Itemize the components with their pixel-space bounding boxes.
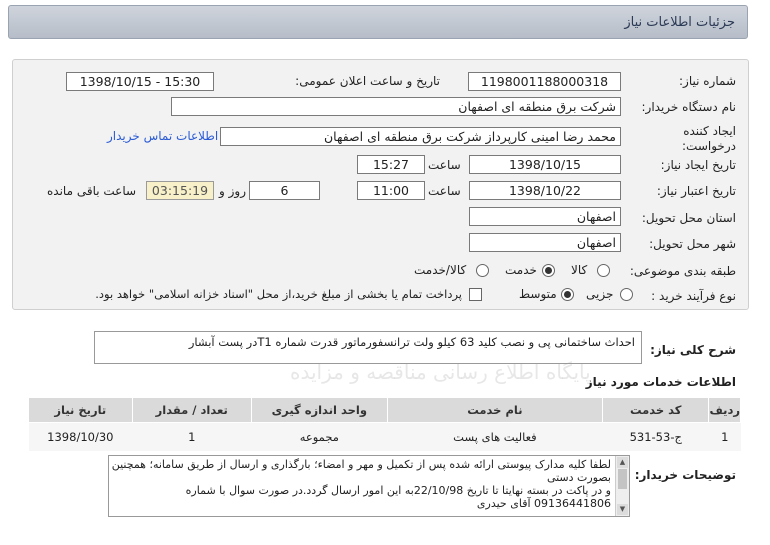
valid-time-label: ساعت [428, 184, 461, 198]
buyer-contact-link[interactable]: اطلاعات تماس خریدار [107, 129, 219, 143]
remaining-days-field: 6 [249, 181, 320, 200]
col-service-name: نام خدمت [387, 398, 602, 423]
valid-date-label: تاریخ اعتبار نیاز: [656, 184, 736, 198]
buyer-label: نام دستگاه خریدار: [641, 100, 736, 114]
creator-field: محمد رضا امینی کارپرداز شرکت برق منطقه ای اصفهان [220, 127, 621, 146]
watermark-text: پایگاه اطلاع رسانی مناقصه و مزایده [290, 360, 591, 384]
cell-row-number: 1 [709, 423, 741, 451]
treasury-payment-checkbox[interactable] [469, 288, 482, 301]
valid-date-field: 1398/10/22 [469, 181, 621, 200]
scroll-down-icon[interactable]: ▼ [617, 504, 628, 515]
created-date-field: 1398/10/15 [469, 155, 621, 174]
page-header [8, 5, 748, 39]
services-table [28, 397, 741, 451]
category-goods-label: کالا [571, 263, 588, 277]
process-medium-label: متوسط [519, 287, 557, 301]
process-medium-radio[interactable] [561, 288, 574, 301]
created-time-field: 15:27 [357, 155, 425, 174]
province-label: استان محل تحویل: [641, 211, 736, 225]
notes-text: لطفا کلیه مدارک پیوستی ارائه شده پس از تکمیل و مهر و امضاء؛ بارگذاری و ارسال از طریق سامانه؛ همچنین بصورت دستی و در پاکت در بسته نهایتا تا تاریخ 22/10/98به این امور ارسال گردد.در صورت سوال با شماره 09136441806 آقای حیدری [111, 458, 611, 510]
announce-label: تاریخ و ساعت اعلان عمومی: [295, 74, 440, 88]
cell-need-date: 1398/10/30 [29, 423, 133, 451]
cell-service-name: فعالیت های پست [387, 423, 602, 451]
category-both-label: کالا/خدمت [414, 263, 467, 277]
col-service-code: کد خدمت [603, 398, 709, 423]
services-title: اطلاعات خدمات مورد نیاز [585, 375, 736, 389]
notes-scrollbar[interactable] [615, 456, 629, 516]
announce-field: 1398/10/15 - 15:30 [66, 72, 214, 91]
cell-unit: مجموعه [251, 423, 387, 451]
remaining-label: ساعت باقی مانده [47, 184, 137, 198]
col-quantity: تعداد / مقدار [132, 398, 251, 423]
province-field: اصفهان [469, 207, 621, 226]
col-row-number: ردیف [709, 398, 741, 423]
creator-label: ایجاد کننده درخواست: [682, 124, 736, 153]
cell-service-code: ج-53-531 [603, 423, 709, 451]
process-label: نوع فرآیند خرید : [651, 289, 736, 303]
city-label: شهر محل تحویل: [649, 237, 736, 251]
services-header-row [29, 398, 741, 423]
cell-quantity: 1 [132, 423, 251, 451]
category-service-label: خدمت [505, 263, 537, 277]
category-service-radio[interactable] [542, 264, 555, 277]
valid-time-field: 11:00 [357, 181, 425, 200]
notes-field[interactable] [108, 455, 630, 517]
category-both-radio[interactable] [476, 264, 489, 277]
city-field: اصفهان [469, 233, 621, 252]
buyer-field: شرکت برق منطقه ای اصفهان [171, 97, 621, 116]
category-goods-radio[interactable] [597, 264, 610, 277]
scroll-up-icon[interactable]: ▲ [617, 457, 628, 468]
need-number-label: شماره نیاز: [679, 74, 736, 88]
description-field: احداث ساختمانی پی و نصب کلید 63 کیلو ولت ترانسفورماتور قدرت شماره T1در پست آبشار [94, 331, 642, 364]
page-title: جزئیات اطلاعات نیاز [624, 15, 735, 30]
description-label: شرح کلی نیاز: [650, 343, 736, 357]
notes-label: توضیحات خریدار: [634, 468, 736, 482]
process-minor-radio[interactable] [620, 288, 633, 301]
need-number-field: 1198001188000318 [468, 72, 621, 91]
process-minor-label: جزیی [586, 287, 614, 301]
col-need-date: تاریخ نیاز [29, 398, 133, 423]
table-row [29, 423, 741, 451]
treasury-payment-label: پرداخت تمام یا بخشی از مبلغ خرید،از محل "اسناد خزانه اسلامی" خواهد بود. [95, 287, 462, 301]
scroll-thumb[interactable] [618, 469, 627, 489]
day-and-label: روز و [219, 184, 246, 198]
remaining-time-field: 03:15:19 [146, 181, 214, 200]
created-date-label: تاریخ ایجاد نیاز: [660, 158, 736, 172]
category-label: طبقه بندی موضوعی: [629, 264, 736, 278]
created-time-label: ساعت [428, 158, 461, 172]
col-unit: واحد اندازه گیری [251, 398, 387, 423]
